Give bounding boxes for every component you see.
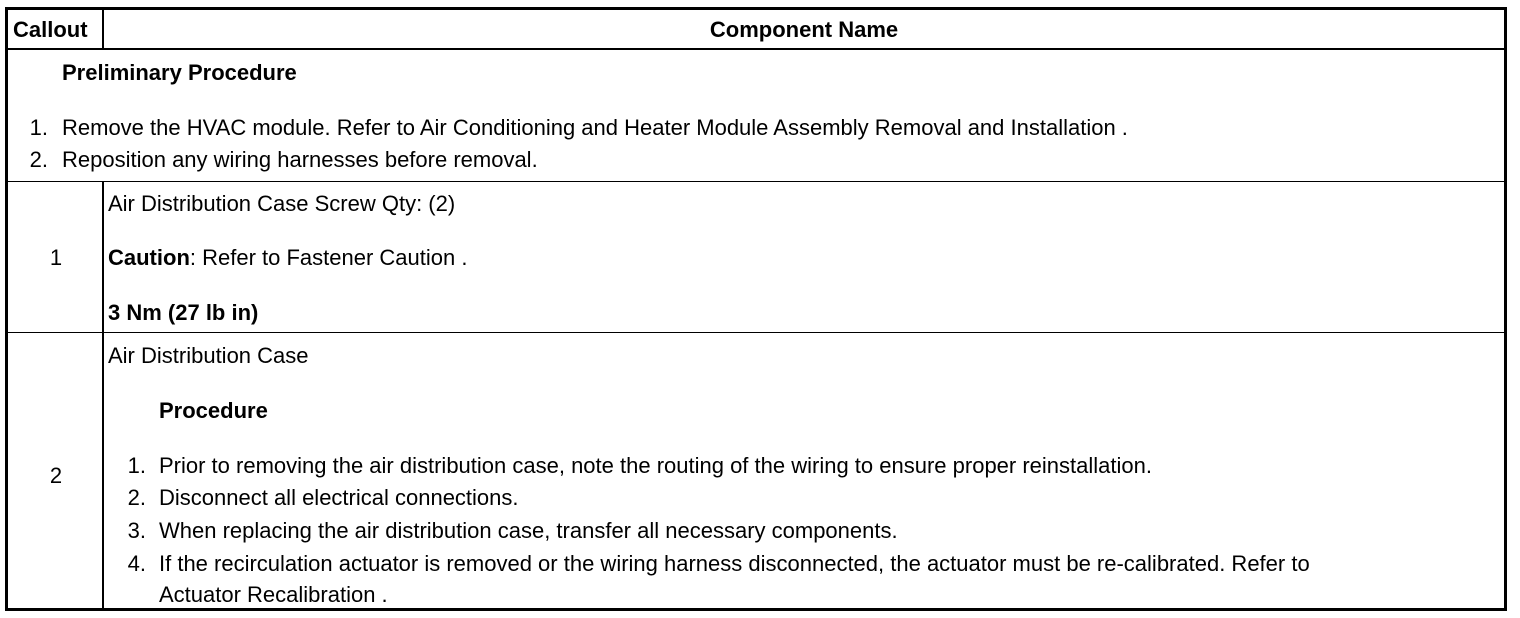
callout-header: Callout [13,17,88,42]
component-table [5,7,1507,611]
component-name-header-cell [104,10,1504,48]
preliminary-procedure-row [8,50,1504,182]
caution-note [108,245,467,271]
procedure-step-text: Disconnect all electrical connections. [159,485,519,510]
procedure-step-text-continued: Actuator Recalibration . [159,582,388,607]
component-name-cell [104,333,1504,611]
component-name-cell [104,182,1504,332]
caution-label: Caution [108,245,190,270]
preliminary-step-number: 1. [29,115,48,140]
procedure-step-number: 3. [127,518,146,543]
table-row [8,333,1504,611]
callout-cell [8,333,104,611]
preliminary-step-number: 2. [29,147,48,172]
callout-number: 2 [49,463,63,488]
procedure-step-text: Prior to removing the air distribution case, note the routing of the wiring to ensure proper reinstallation. [159,453,1152,478]
preliminary-step-text: Remove the HVAC module. Refer to Air Conditioning and Heater Module Assembly Removal and Installation . [62,115,1128,140]
procedure-step-text: When replacing the air distribution case, transfer all necessary components. [159,518,898,543]
callout-header-cell [8,10,104,48]
torque-spec: 3 Nm (27 lb in) [108,300,259,325]
preliminary-step-text: Reposition any wiring harnesses before removal. [62,147,538,172]
callout-number: 1 [49,245,63,270]
preliminary-procedure-title: Preliminary Procedure [62,60,297,85]
procedure-step-text: If the recirculation actuator is removed or the wiring harness disconnected, the actuator must be re-calibrated. Refer to [159,551,1310,576]
component-name: Air Distribution Case [108,343,309,368]
procedure-step-number: 1. [127,453,146,478]
table-row [8,182,1504,333]
component-name: Air Distribution Case Screw Qty: (2) [108,191,456,216]
procedure-step-number: 4. [127,551,146,576]
procedure-step-number: 2. [127,485,146,510]
component-name-header: Component Name [709,17,899,42]
callout-cell [8,182,104,332]
procedure-title: Procedure [159,398,268,423]
caution-text: : Refer to Fastener Caution . [189,245,468,270]
table-header-row [8,10,1504,50]
